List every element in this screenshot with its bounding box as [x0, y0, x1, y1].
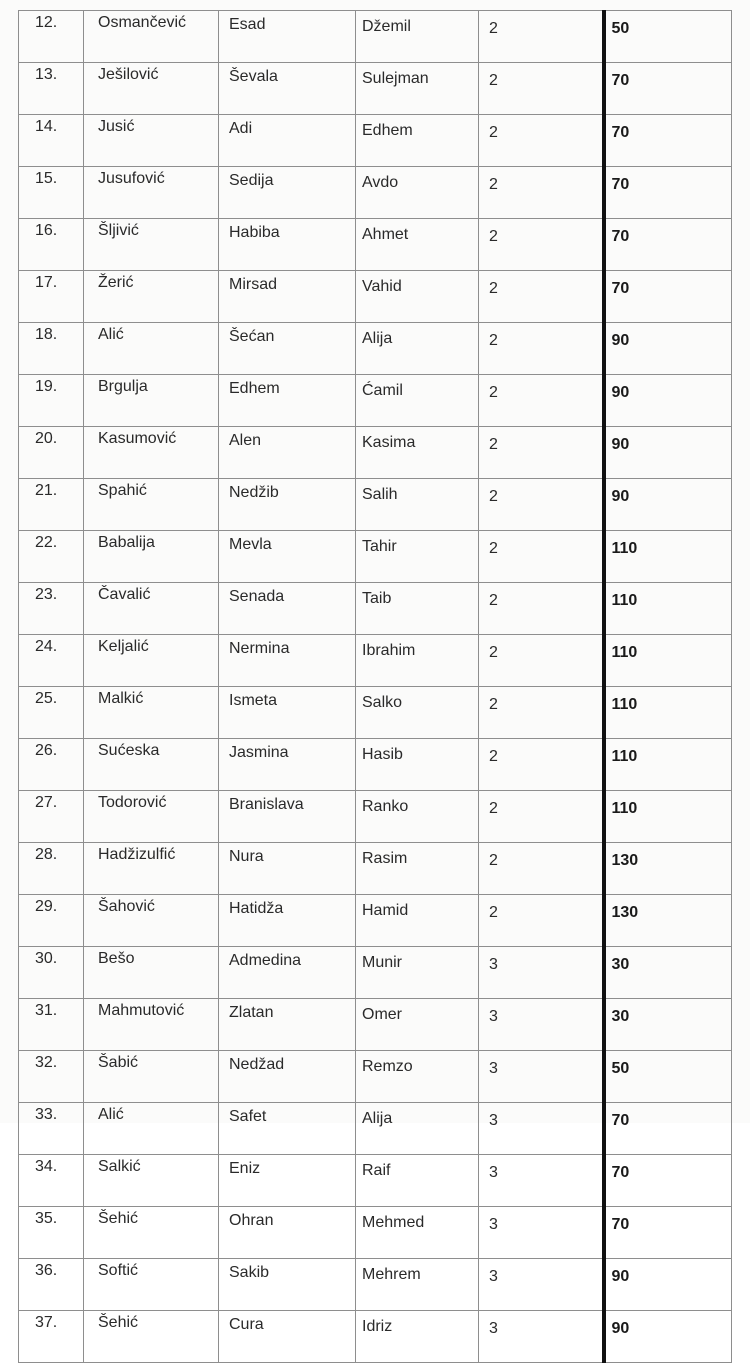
category-cell: 2 — [479, 739, 604, 791]
first-name-cell: Nura — [219, 843, 356, 895]
table-row — [19, 167, 732, 219]
surname-cell: Šljivić — [84, 219, 219, 271]
category-cell: 2 — [479, 843, 604, 895]
table-row — [19, 843, 732, 895]
table-row — [19, 895, 732, 947]
row-number: 27. — [19, 791, 84, 843]
points-cell: 90 — [604, 1311, 732, 1363]
points-cell: 30 — [604, 999, 732, 1051]
father-name-cell: Idriz — [356, 1311, 479, 1363]
first-name-cell: Alen — [219, 427, 356, 479]
father-name-cell: Ranko — [356, 791, 479, 843]
first-name-cell: Branislava — [219, 791, 356, 843]
surname-cell: Keljalić — [84, 635, 219, 687]
surname-cell: Mahmutović — [84, 999, 219, 1051]
category-cell: 2 — [479, 479, 604, 531]
first-name-cell: Nermina — [219, 635, 356, 687]
surname-cell: Spahić — [84, 479, 219, 531]
row-number: 29. — [19, 895, 84, 947]
surname-cell: Žerić — [84, 271, 219, 323]
category-cell: 3 — [479, 1207, 604, 1259]
category-cell: 2 — [479, 531, 604, 583]
father-name-cell: Remzo — [356, 1051, 479, 1103]
table-row — [19, 115, 732, 167]
category-cell: 3 — [479, 947, 604, 999]
row-number: 30. — [19, 947, 84, 999]
row-number: 19. — [19, 375, 84, 427]
surname-cell: Bešo — [84, 947, 219, 999]
first-name-cell: Safet — [219, 1103, 356, 1155]
surname-cell: Kasumović — [84, 427, 219, 479]
row-number: 13. — [19, 63, 84, 115]
father-name-cell: Ahmet — [356, 219, 479, 271]
father-name-cell: Ćamil — [356, 375, 479, 427]
row-number: 26. — [19, 739, 84, 791]
category-cell: 3 — [479, 1103, 604, 1155]
category-cell: 2 — [479, 375, 604, 427]
category-cell: 2 — [479, 63, 604, 115]
surname-cell: Sućeska — [84, 739, 219, 791]
points-cell: 70 — [604, 1155, 732, 1207]
table-row — [19, 739, 732, 791]
first-name-cell: Habiba — [219, 219, 356, 271]
surname-cell: Alić — [84, 1103, 219, 1155]
surname-cell: Softić — [84, 1259, 219, 1311]
first-name-cell: Nedžad — [219, 1051, 356, 1103]
table-row — [19, 271, 732, 323]
points-cell: 70 — [604, 115, 732, 167]
points-cell: 110 — [604, 635, 732, 687]
points-cell: 110 — [604, 791, 732, 843]
table-row — [19, 11, 732, 63]
points-cell: 110 — [604, 687, 732, 739]
table-row — [19, 427, 732, 479]
roster-table — [18, 10, 732, 1363]
category-cell: 3 — [479, 1259, 604, 1311]
surname-cell: Babalija — [84, 531, 219, 583]
table-row — [19, 583, 732, 635]
table-row — [19, 479, 732, 531]
table-row — [19, 1311, 732, 1363]
father-name-cell: Vahid — [356, 271, 479, 323]
points-cell: 90 — [604, 479, 732, 531]
first-name-cell: Hatidža — [219, 895, 356, 947]
table-row — [19, 947, 732, 999]
first-name-cell: Esad — [219, 11, 356, 63]
first-name-cell: Admedina — [219, 947, 356, 999]
surname-cell: Šahović — [84, 895, 219, 947]
row-number: 36. — [19, 1259, 84, 1311]
table-row — [19, 375, 732, 427]
father-name-cell: Taib — [356, 583, 479, 635]
points-cell: 70 — [604, 167, 732, 219]
points-cell: 90 — [604, 427, 732, 479]
first-name-cell: Sedija — [219, 167, 356, 219]
surname-cell: Brgulja — [84, 375, 219, 427]
category-cell: 2 — [479, 895, 604, 947]
row-number: 32. — [19, 1051, 84, 1103]
father-name-cell: Raif — [356, 1155, 479, 1207]
father-name-cell: Munir — [356, 947, 479, 999]
father-name-cell: Sulejman — [356, 63, 479, 115]
table-row — [19, 323, 732, 375]
points-cell: 110 — [604, 583, 732, 635]
surname-cell: Ješilović — [84, 63, 219, 115]
first-name-cell: Sakib — [219, 1259, 356, 1311]
father-name-cell: Ibrahim — [356, 635, 479, 687]
first-name-cell: Ismeta — [219, 687, 356, 739]
category-cell: 2 — [479, 115, 604, 167]
first-name-cell: Eniz — [219, 1155, 356, 1207]
row-number: 16. — [19, 219, 84, 271]
father-name-cell: Mehmed — [356, 1207, 479, 1259]
row-number: 34. — [19, 1155, 84, 1207]
points-cell: 50 — [604, 11, 732, 63]
row-number: 33. — [19, 1103, 84, 1155]
row-number: 28. — [19, 843, 84, 895]
father-name-cell: Hasib — [356, 739, 479, 791]
row-number: 31. — [19, 999, 84, 1051]
table-row — [19, 1207, 732, 1259]
category-cell: 2 — [479, 687, 604, 739]
category-cell: 2 — [479, 583, 604, 635]
first-name-cell: Senada — [219, 583, 356, 635]
row-number: 21. — [19, 479, 84, 531]
row-number: 24. — [19, 635, 84, 687]
points-cell: 130 — [604, 895, 732, 947]
row-number: 23. — [19, 583, 84, 635]
points-cell: 50 — [604, 1051, 732, 1103]
father-name-cell: Alija — [356, 323, 479, 375]
row-number: 37. — [19, 1311, 84, 1363]
row-number: 20. — [19, 427, 84, 479]
category-cell: 2 — [479, 427, 604, 479]
row-number: 35. — [19, 1207, 84, 1259]
first-name-cell: Ohran — [219, 1207, 356, 1259]
first-name-cell: Edhem — [219, 375, 356, 427]
table-row — [19, 63, 732, 115]
row-number: 22. — [19, 531, 84, 583]
points-cell: 70 — [604, 1103, 732, 1155]
points-cell: 90 — [604, 323, 732, 375]
row-number: 25. — [19, 687, 84, 739]
first-name-cell: Mirsad — [219, 271, 356, 323]
points-cell: 110 — [604, 739, 732, 791]
surname-cell: Osmančević — [84, 11, 219, 63]
table-row — [19, 219, 732, 271]
row-number: 18. — [19, 323, 84, 375]
table-row — [19, 1051, 732, 1103]
father-name-cell: Avdo — [356, 167, 479, 219]
points-cell: 70 — [604, 271, 732, 323]
table-row — [19, 1155, 732, 1207]
category-cell: 3 — [479, 1311, 604, 1363]
table-row — [19, 635, 732, 687]
points-cell: 110 — [604, 531, 732, 583]
father-name-cell: Rasim — [356, 843, 479, 895]
row-number: 15. — [19, 167, 84, 219]
surname-cell: Šabić — [84, 1051, 219, 1103]
table-row — [19, 687, 732, 739]
category-cell: 2 — [479, 11, 604, 63]
father-name-cell: Tahir — [356, 531, 479, 583]
category-cell: 2 — [479, 635, 604, 687]
first-name-cell: Mevla — [219, 531, 356, 583]
first-name-cell: Adi — [219, 115, 356, 167]
row-number: 17. — [19, 271, 84, 323]
points-cell: 130 — [604, 843, 732, 895]
table-row — [19, 1103, 732, 1155]
father-name-cell: Hamid — [356, 895, 479, 947]
surname-cell: Hadžizulfić — [84, 843, 219, 895]
surname-cell: Šehić — [84, 1311, 219, 1363]
first-name-cell: Zlatan — [219, 999, 356, 1051]
points-cell: 70 — [604, 219, 732, 271]
first-name-cell: Šećan — [219, 323, 356, 375]
points-cell: 90 — [604, 1259, 732, 1311]
table-row — [19, 791, 732, 843]
surname-cell: Todorović — [84, 791, 219, 843]
table-row — [19, 999, 732, 1051]
father-name-cell: Džemil — [356, 11, 479, 63]
father-name-cell: Salko — [356, 687, 479, 739]
father-name-cell: Omer — [356, 999, 479, 1051]
points-cell: 70 — [604, 1207, 732, 1259]
surname-cell: Jusić — [84, 115, 219, 167]
surname-cell: Alić — [84, 323, 219, 375]
points-cell: 30 — [604, 947, 732, 999]
surname-cell: Čavalić — [84, 583, 219, 635]
category-cell: 2 — [479, 791, 604, 843]
father-name-cell: Edhem — [356, 115, 479, 167]
father-name-cell: Kasima — [356, 427, 479, 479]
table-row — [19, 1259, 732, 1311]
surname-cell: Malkić — [84, 687, 219, 739]
father-name-cell: Alija — [356, 1103, 479, 1155]
first-name-cell: Nedžib — [219, 479, 356, 531]
father-name-cell: Mehrem — [356, 1259, 479, 1311]
first-name-cell: Cura — [219, 1311, 356, 1363]
table-row — [19, 531, 732, 583]
surname-cell: Salkić — [84, 1155, 219, 1207]
category-cell: 3 — [479, 999, 604, 1051]
row-number: 12. — [19, 11, 84, 63]
category-cell: 2 — [479, 271, 604, 323]
row-number: 14. — [19, 115, 84, 167]
category-cell: 3 — [479, 1051, 604, 1103]
category-cell: 2 — [479, 219, 604, 271]
roster-body — [19, 11, 732, 1363]
points-cell: 90 — [604, 375, 732, 427]
category-cell: 3 — [479, 1155, 604, 1207]
points-cell: 70 — [604, 63, 732, 115]
category-cell: 2 — [479, 167, 604, 219]
first-name-cell: Ševala — [219, 63, 356, 115]
surname-cell: Jusufović — [84, 167, 219, 219]
first-name-cell: Jasmina — [219, 739, 356, 791]
surname-cell: Šehić — [84, 1207, 219, 1259]
father-name-cell: Salih — [356, 479, 479, 531]
category-cell: 2 — [479, 323, 604, 375]
